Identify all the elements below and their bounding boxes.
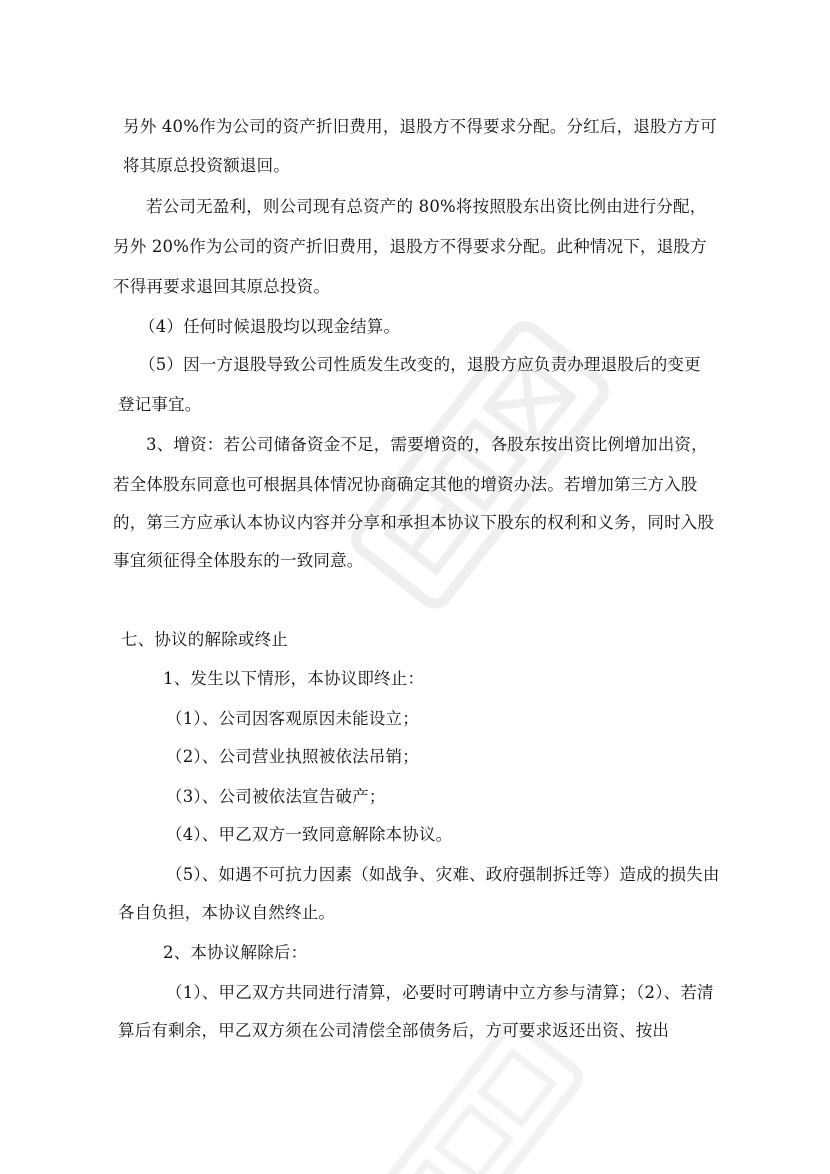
paragraph-line: 不得再要求退回其原总投资。 — [113, 277, 331, 296]
list-item: （1）、甲乙双方共同进行清算，必要时可聘请中立方参与清算；（2）、若清 — [166, 983, 714, 1002]
paragraph-line: 登记事宜。 — [118, 395, 202, 414]
paragraph-line: 的，第三方应承认本协议内容并分享和承担本协议下股东的权利和义务，同时入股 — [113, 513, 715, 532]
watermark-graphic — [300, 250, 660, 680]
paragraph-line: 事宜须征得全体股东的一致同意。 — [113, 551, 364, 570]
paragraph-line: 3、增资：若公司储备资金不足，需要增资的，各股东按出资比例增加出资， — [146, 435, 708, 454]
paragraph-line: （4）任何时候退股均以现金结算。 — [139, 317, 401, 336]
paragraph-line: 2、本协议解除后： — [163, 943, 308, 962]
list-item: （5）、如遇不可抗力因素（如战争、灾难、政府强制拆迁等）造成的损失由 — [166, 865, 720, 884]
list-item: （2）、公司营业执照被依法吊销； — [166, 747, 419, 766]
paragraph-line: 若公司无盈利，则公司现有总资产的 80%将按照股东出资比例由进行分配， — [146, 197, 707, 216]
paragraph-line: 若全体股东同意也可根据具体情况协商确定其他的增资办法。若增加第三方入股 — [113, 475, 698, 494]
list-item: （3）、公司被依法宣告破产； — [166, 787, 386, 806]
paragraph-line: 另外 40%作为公司的资产折旧费用，退股方不得要求分配。分红后，退股方方可 — [123, 117, 717, 136]
list-item: （1）、公司因客观原因未能设立； — [166, 709, 419, 728]
paragraph-line: （5）因一方退股导致公司性质发生改变的，退股方应负责办理退股后的变更 — [139, 355, 701, 374]
watermark-graphic-bottom — [320, 990, 620, 1174]
paragraph-line: 算后有剩余，甲乙双方须在公司清偿全部债务后，方可要求返还出资、按出 — [118, 1021, 670, 1040]
list-item: （4）、甲乙双方一致同意解除本协议。 — [166, 825, 453, 844]
paragraph-line: 另外 20%作为公司的资产折旧费用，退股方不得要求分配。此种情况下，退股方 — [113, 237, 707, 256]
section-heading: 七、协议的解除或终止 — [121, 630, 288, 649]
paragraph-line: 1、发生以下情形，本协议即终止： — [163, 669, 425, 688]
paragraph-line: 将其原总投资额退回。 — [123, 156, 290, 175]
paragraph-line: 各自负担，本协议自然终止。 — [118, 903, 336, 922]
